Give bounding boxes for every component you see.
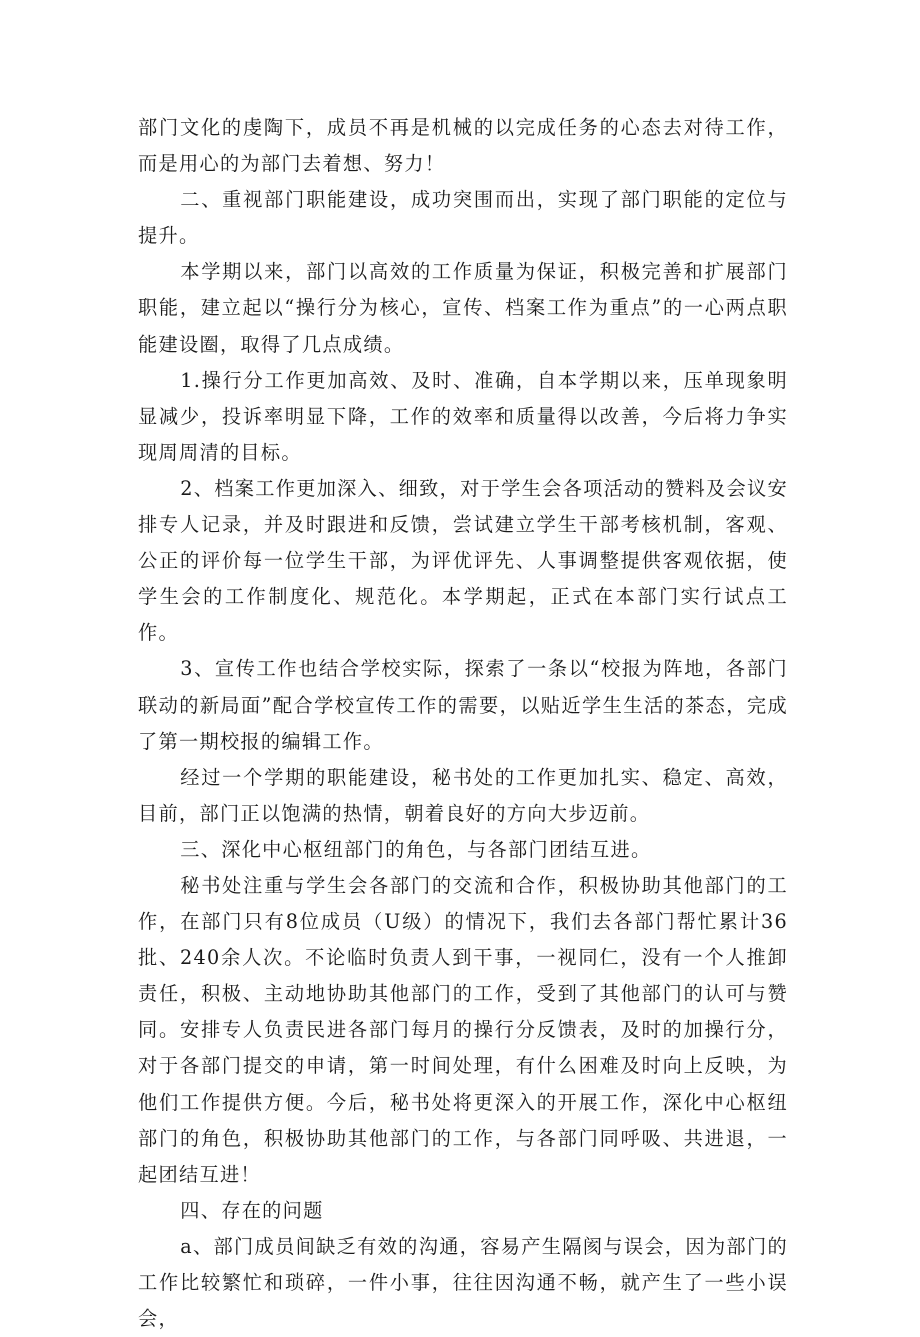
list-item-a: a、部门成员间缺乏有效的沟通，容易产生隔阂与误会，因为部门的工作比较繁忙和琐碎，一件小事，往往因沟通不畅，就产生了一些小误会， [138,1234,788,1331]
section-heading-2: 二、重视部门职能建设，成功突围而出，实现了部门职能的定位与提升。 [138,188,788,248]
list-item-2: 2、档案工作更加深入、细致，对于学生会各项活动的赞料及会议安排专人记录，并及时跟进和反馈，尝试建立学生干部考核机制，客观、公正的评价每一位学生干部，为评优评先、人事调整提供客观依据，使学生会的工作制度化、规范化。本学期起，正式在本部门实行试点工作。 [138,476,788,645]
list-item-3: 3、宣传工作也结合学校实际，探索了一条以“校报为阵地，各部门联动的新局面”配合学校宣传工作的需要，以贴近学生生活的茶态，完成了第一期校报的编辑工作。 [138,657,788,753]
paragraph: 秘书处注重与学生会各部门的交流和合作，积极协助其他部门的工作，在部门只有8位成员（U级）的情况下，我们去各部门帮忙累计36批、240余人次。不论临时负责人到干事，一视同仁，没有一个人推卸责任，积极、主动地协助其他部门的工作，受到了其他部门的认可与赞同。安排专人负责民进各部门每月的操行分反馈表，及时的加操行分，对于各部门提交的申请，第一时间处理，有什么困难及时向上反映，为他们工作提供方便。今后，秘书处将更深入的开展工作，深化中心枢纽部门的角色，积极协助其他部门的工作，与各部门同呼吸、共进退，一起团结互进！ [138,873,788,1186]
document-body [138,110,788,1337]
section-heading-4: 四、存在的问题 [180,1198,324,1222]
list-item-1: 1.操行分工作更加高效、及时、准确，自本学期以来，压单现象明显减少，投诉率明显下降，工作的效率和质量得以改善，今后将力争实现周周清的目标。 [138,368,788,464]
paragraph-continuation: 部门文化的虔陶下，成员不再是机械的以完成任务的心态去对待工作，而是用心的为部门去着想、努力！ [138,116,788,176]
paragraph: 经过一个学期的职能建设，秘书处的工作更加扎实、稳定、高效，目前，部门正以饱满的热情，朝着良好的方向大步迈前。 [138,765,788,825]
section-heading-3: 三、深化中心枢纽部门的角色，与各部门团结互进。 [180,837,652,861]
paragraph: 本学期以来，部门以高效的工作质量为保证，积极完善和扩展部门职能，建立起以“操行分为核心，宣传、档案工作为重点”的一心两点职能建设圈，取得了几点成绩。 [138,260,788,356]
